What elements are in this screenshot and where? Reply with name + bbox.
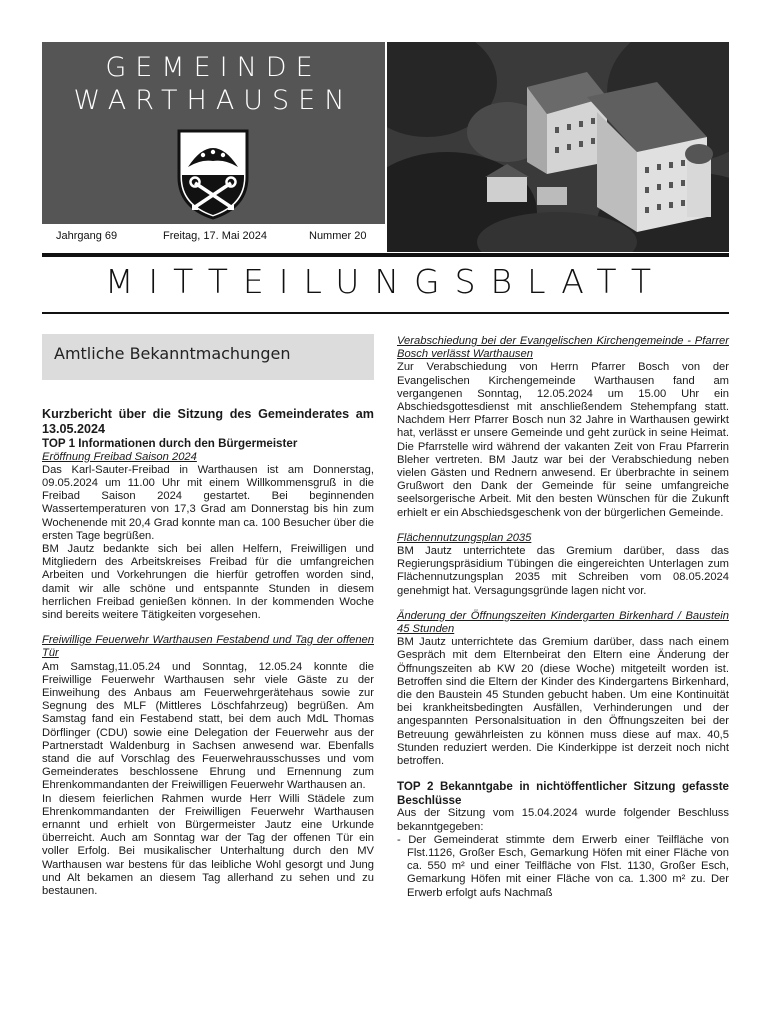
municipality-name-line2: WARTHAUSEN bbox=[73, 85, 354, 116]
issue-info-strip bbox=[42, 224, 385, 252]
pfarrer-subheading: Verabschiedung bei der Evangelischen Kirchengemeinde - Pfarrer Bosch verlässt Warthausen bbox=[397, 335, 729, 361]
title-panel bbox=[42, 42, 385, 224]
freibad-paragraph-2: BM Jautz bedankte sich bei allen Helfern, Freiwilligen und Mitgliedern des Arbeitskreises Freibad für die umfangreichen Arbeiten und Vorkehrungen die hierfür getroffen worden sind, damit wir alle schöne und entspannte Stunden in diesem herrlichen Freibad genießen können. In der kommenden Woche sind bereits weitere Tätigkeiten vorgesehen. bbox=[42, 542, 374, 621]
right-column bbox=[397, 335, 729, 900]
top2-bullet: - Der Gemeinderat stimmte dem Erwerb einer Teilfläche von Flst.1126, Großer Esch, Gemarkung Höfen mit einer Fläche von ca. 550 m² und einer Teilfläche von Flst. 1130, Großer Esch, Gemarkung Höfen mit einer Fläche von ca. 1.300 m² zu. Der Erwerb erfolgt aufs Nachmaß bbox=[397, 833, 729, 899]
section-title: Amtliche Bekanntmachungen bbox=[54, 344, 291, 363]
fnp-subheading: Flächennutzungsplan 2035 bbox=[397, 531, 532, 544]
municipality-name-line1: GEMEINDE bbox=[105, 52, 322, 83]
freibad-paragraph-1: Das Karl-Sauter-Freibad in Warthausen ist am Donnerstag, 09.05.2024 um 11.00 Uhr mit einem Willkommensgruß in die Freibad Saison 2024 gestartet. Bei beginnenden Wassertemperaturen von 17,3 Grad am Donnerstag bis hin zum Wochenende mit 20,4 Grad konnte man ca. 100 Besucher über die ersten Tage begrüßen. bbox=[42, 463, 374, 542]
left-column bbox=[42, 334, 374, 898]
masthead bbox=[42, 42, 729, 252]
feuerwehr-subheading: Freiwillige Feuerwehr Warthausen Festabend und Tag der offenen Tür bbox=[42, 634, 374, 660]
kiga-paragraph: BM Jautz unterrichtete das Gremium darüber, dass nach einem Gespräch mit dem Elternbeirat den Eltern eine Änderung der Öffnungszeiten ab KW 20 (diese Woche) mitgeteilt worden ist. Betroffen sind die Eltern der Kinder des Kindergartens Birkenhard, die den Baustein 45 Stunden gebucht haben. Um eine Kontinuität bei krankheitsbedingten Ausfällen, Verhinderungen und der angespannten Personalsituation in den Öffnungszeiten bei der Betreuung gewährleisten zu können muss diese auf max. 40,5 Stunden reduziert werden. Die Kinderkippe ist derzeit noch nicht betroffen. bbox=[397, 636, 729, 768]
top1-heading: TOP 1 Informationen durch den Bürgermeister bbox=[42, 437, 298, 450]
pfarrer-paragraph: Zur Verabschiedung von Herrn Pfarrer Bosch von der Evangelischen Kirchengemeinde Warthausen fand am vergangenen Sonntag, 12.05.2024 um 15.00 Uhr ein Abschiedsgottesdienst mit anschließendem Stehempfang statt. Nachdem Herr Pfarrer Bosch nun 32 Jahre in Warthausen gewirkt hat, verlässt er unsere Gemeinde und geht zurück in seine Heimat. Die Pfarrstelle wird während der vakanten Zeit von Frau Pfarrerin Bleher vertreten. BM Jautz war bei der Verabschiedung neben vielen Gästen und Rednern anwesend. Er überbrachte in seinem Grußwort den Dank der Gemeinde für seine umfangreiche seelsorgerische Arbeit. Mit den besten Wünschen für die Zukunft erhielt er ein Abschiedsgeschenk von der bürgerlichen Gemeinde. bbox=[397, 361, 729, 519]
masthead-rule-bottom bbox=[42, 312, 729, 314]
issue-date: Freitag, 17. Mai 2024 bbox=[163, 230, 267, 242]
masthead-rule-top bbox=[42, 253, 729, 257]
freibad-subheading: Eröffnung Freibad Saison 2024 bbox=[42, 450, 197, 463]
castle-photo bbox=[387, 42, 729, 252]
issue-number: Nummer 20 bbox=[309, 230, 367, 242]
fnp-paragraph: BM Jautz unterrichtete das Gremium darüber, dass das Regierungspräsidium Tübingen die eingereichten Unterlagen zum Flächennutzungsplan 2035 mit Schreiben vom 08.05.2024 genehmigt hat. Versagungsgründe lagen nicht vor. bbox=[397, 545, 729, 597]
section-header bbox=[42, 334, 374, 380]
feuerwehr-paragraph-2: In diesem feierlichen Rahmen wurde Herr Willi Städele zum Ehrenkommandanten der Freiwilligen Feuerwehr Warthausen ernannt und erhielt von Bürgermeister Jautz eine Urkunde überreicht. Auch am Sonntag war der Tag der offenen Tür ein voller Erfolg. Bei musikalischer Unterhaltung durch den MV Warthausen war bestens für das leibliche Wohl gesorgt und Jung und Alt bekamen an diesem Tag allerhand zu sehen und zu bestaunen. bbox=[42, 792, 374, 897]
coat-of-arms-icon bbox=[173, 127, 253, 221]
feuerwehr-paragraph-1: Am Samstag,11.05.24 und Sonntag, 12.05.24 konnte die Freiwillige Feuerwehr Warthausen sehr viele Gäste zu der Einweihung des Anbaus am Feuerwehrgerätehaus sowie zur Segnung des MLF (Mittleres Löschfahrzeug) begrüßen. Am Samstag fand ein Festabend statt, bei dem auch MdL Thomas Dörflinger (CDU) sowie eine Delegation der Feuerwehr aus der Partnerstadt Waldenburg in Sachsen anwesend war. Ebenfalls stand die auf Vorschlag des Feuerwehrausschusses und vom Gemeinderates beschlossene Ehrung und Ernennung zum Ehrenkommandanten der Freiwilligen Feuerwehr Warthausen an. bbox=[42, 660, 374, 792]
issue-volume: Jahrgang 69 bbox=[56, 230, 118, 242]
article-headline: Kurzbericht über die Sitzung des Gemeinderates am 13.05.2024 bbox=[42, 407, 374, 436]
newsletter-title: MITTEILUNGSBLATT bbox=[104, 262, 667, 301]
top2-heading: TOP 2 Bekanntgabe in nichtöffentlicher Sitzung gefasste Beschlüsse bbox=[397, 780, 729, 807]
top2-intro: Aus der Sitzung vom 15.04.2024 wurde folgender Beschluss bekanntgegeben: bbox=[397, 807, 729, 833]
kiga-subheading: Änderung der Öffnungszeiten Kindergarten Birkenhard / Baustein 45 Stunden bbox=[397, 609, 729, 636]
